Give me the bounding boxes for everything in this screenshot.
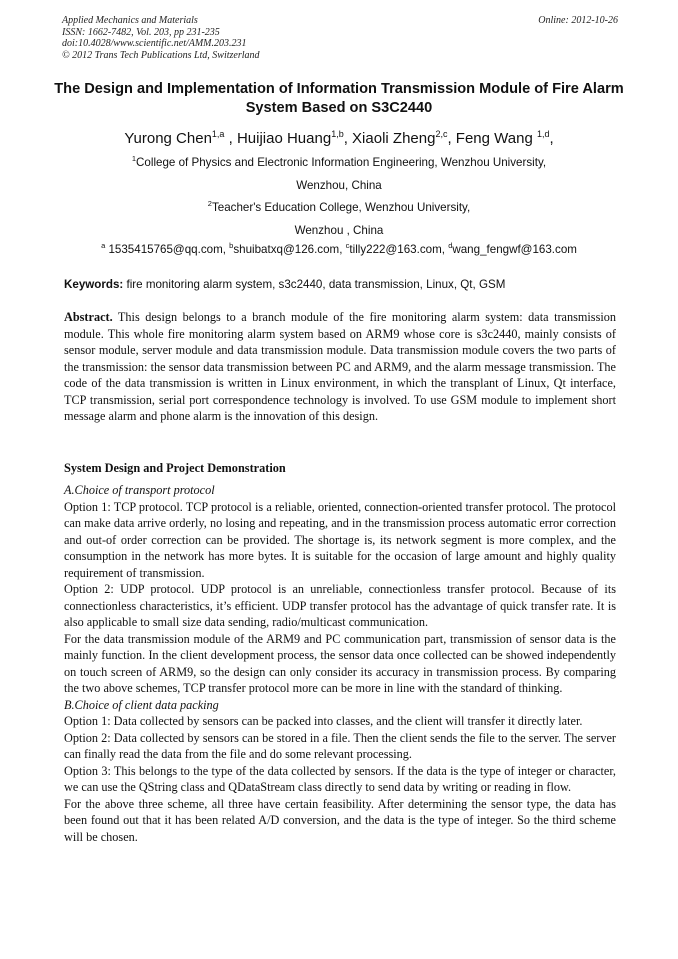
affiliation-text: Teacher's Education College, Wenzhou University, (211, 201, 471, 214)
section-heading: System Design and Project Demonstration (64, 461, 286, 475)
journal-doi: doi:10.4028/www.scientific.net/AMM.203.231 (62, 38, 247, 49)
affiliation-2-line-1 (40, 201, 638, 215)
section-body (64, 482, 616, 845)
author-name: Huijiao Huang (236, 130, 332, 147)
author-separator: , (343, 130, 353, 147)
affiliation-superscript: 2 (207, 199, 212, 208)
email-address: wang_fengwf@163.com (452, 243, 577, 256)
paragraph: Option 2: Data collected by sensors can be stored in a file. Then the client sends the file to the server. The server can finally read the data from the file and do some relevant processing. (64, 730, 616, 761)
email-list (40, 243, 638, 257)
keywords-text: fire monitoring alarm system, s3c2440, data transmission, Linux, Qt, GSM (123, 278, 506, 291)
affiliation-superscript: 1 (131, 154, 137, 163)
abstract (64, 309, 616, 425)
author-superscript: 1,a (211, 129, 225, 139)
author-separator: , (549, 130, 554, 147)
author-separator: , (224, 130, 237, 147)
keywords-label: Keywords: (64, 278, 124, 291)
affiliation-1-line-2: Wenzhou, China (296, 179, 382, 192)
online-date: Online: 2012-10-26 (538, 15, 618, 26)
affiliation-2-line-2: Wenzhou , China (294, 224, 384, 237)
journal-header (62, 15, 618, 61)
email-superscript: d (448, 241, 453, 250)
author-list (40, 129, 638, 149)
abstract-text: This design belongs to a branch module of the fire monitoring alarm system: data transmission module. This whole fire monitoring alarm system based on ARM9 whose core is s3c2440, mainly consists of sensor module, server module and data transmission module. Data transmission module covers the two parts of the transmission: the sensor data transmission between PC and ARM9, and the alarm message transmission. The code of the data transmission is written in Linux environment, in which the transplant of Linux, Qt interface, TCP transmission, serial port correspondence technology is involved. To use GSM module to implement short message alarm and phone alarm is the innovation of this design. (64, 310, 616, 423)
affiliation-text: College of Physics and Electronic Information Engineering, Wenzhou University, (136, 156, 547, 169)
author-name: Yurong Chen (124, 130, 212, 147)
abstract-label: Abstract. (64, 310, 113, 324)
author-name: Feng Wang (455, 130, 537, 147)
paragraph: Option 1: Data collected by sensors can be packed into classes, and the client will transfer it directly later. (64, 714, 583, 728)
subsection-a-heading: A.Choice of transport protocol (64, 483, 215, 497)
paragraph: Option 3: This belongs to the type of the data collected by sensors. If the data is the type of integer or character, we can use the QString class and QDataStream class directly to send data by writing or reading in flow. (64, 763, 616, 794)
author-name: Xiaoli Zheng (352, 130, 436, 147)
author-superscript: 2,c (435, 129, 448, 139)
affiliation-1-line-1 (40, 156, 638, 170)
paper-title: The Design and Implementation of Information Transmission Module of Fire Alarm System Based on S3C2440 (54, 81, 624, 116)
email-superscript: c (345, 241, 350, 250)
journal-copyright: © 2012 Trans Tech Publications Ltd, Switzerland (62, 49, 260, 61)
subsection-b-heading: B.Choice of client data packing (64, 697, 219, 712)
author-separator: , (447, 130, 456, 147)
email-address: shuibatxq@126.com, (233, 243, 346, 256)
paragraph: For the data transmission module of the ARM9 and PC communication part, transmission of sensor data is the mainly function. In the client development process, the sensor data once collected can be showed independently on touch screen of ARM9, so the design can only consider its accuracy in transmission process. By comparing the two above schemes, TCP transfer protocol more can be more in line with the standard of thinking. (64, 631, 616, 695)
journal-issn: ISSN: 1662-7482, Vol. 203, pp 231-235 (62, 26, 220, 38)
email-address: tilly222@163.com, (349, 243, 449, 256)
paragraph: For the above three scheme, all three have certain feasibility. After determining the sensor type, the data has been found out that it has been related A/D conversion, and the data is the type of integer. So the third scheme will be chosen. (64, 796, 616, 844)
paragraph: Option 1: TCP protocol. TCP protocol is a reliable, oriented, connection-oriented transfer protocol. The protocol can make data arrive orderly, no losing and repeating, and in the transmission process automatic error correction and out-of order correction can be provided. The shortage is, its network segment is more complex, and the consumption in the network has more bytes. It is suitable for the occasion of large amount and highly quality requirement of transmission. (64, 499, 616, 580)
email-address: 1535415765@qq.com, (105, 243, 230, 256)
keywords (64, 278, 616, 292)
author-superscript: 1,b (331, 129, 344, 139)
author-superscript: 1,d (536, 129, 550, 139)
journal-name: Applied Mechanics and Materials (62, 15, 198, 26)
paragraph: Option 2: UDP protocol. UDP protocol is an unreliable, connectionless transfer protocol. Because of its connectionless characteristics, it’s efficient. UDP transfer protocol has the advantage of quick transfer rate. It is also applicable to small size data sending, radio/multicast communication. (64, 582, 616, 629)
email-superscript: b (229, 241, 234, 250)
email-superscript: a (101, 241, 106, 250)
